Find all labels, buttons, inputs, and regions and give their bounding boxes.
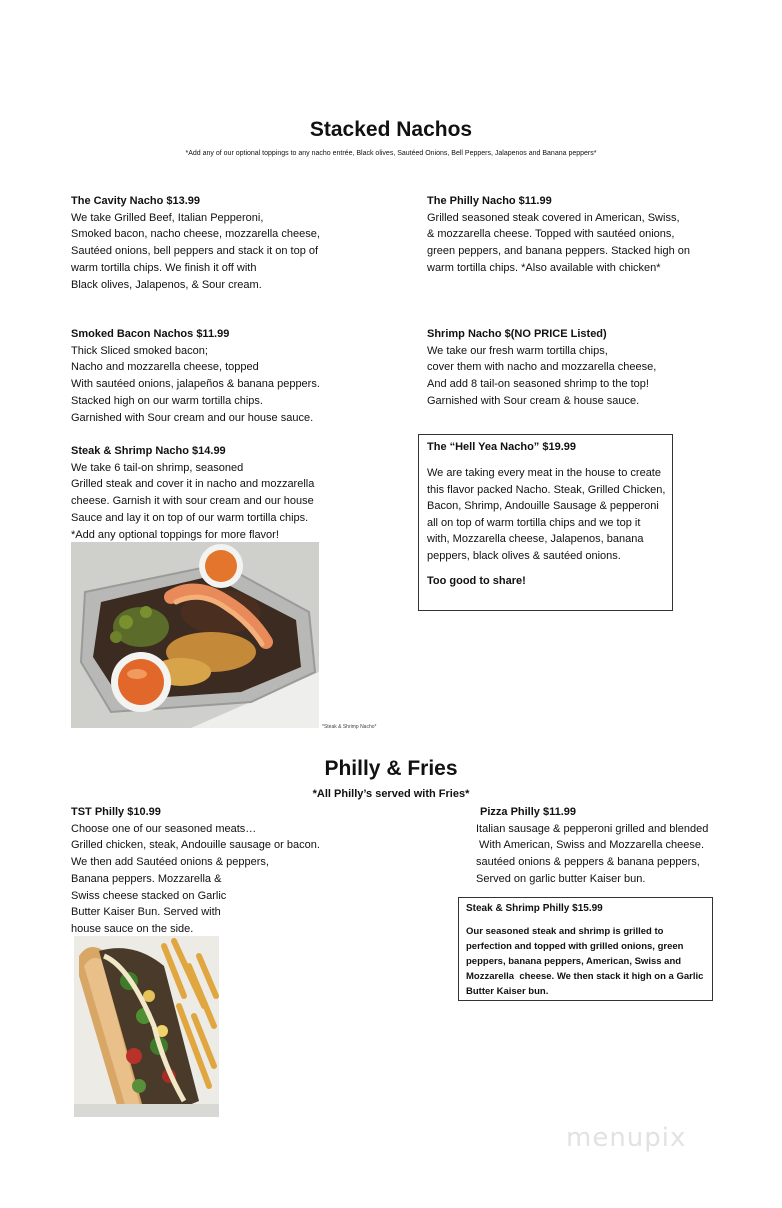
- item-desc-line: And add 8 tail-on seasoned shrimp to the top!: [427, 378, 649, 391]
- item-desc-line: Thick Sliced smoked bacon;: [71, 344, 208, 357]
- item-desc-line: Nacho and mozzarella cheese, topped: [71, 361, 259, 374]
- item-title: Steak & Shrimp Nacho $14.99: [71, 445, 226, 457]
- item-tagline: Too good to share!: [427, 574, 526, 587]
- item-desc-line: Black olives, Jalapenos, & Sour cream.: [71, 278, 262, 291]
- item-desc-line: Choose one of our seasoned meats…: [71, 822, 257, 835]
- item-desc-line: peppers, banana peppers, American, Swiss and: [466, 956, 682, 967]
- item-desc-line: We take 6 tail-on shrimp, seasoned: [71, 461, 244, 474]
- item-desc-line: We are taking every meat in the house to create: [427, 467, 661, 479]
- menu-item-cavity-nacho: [71, 193, 320, 293]
- menu-item-steak-shrimp-nacho: [71, 443, 314, 543]
- philly-fries-note: *All Philly’s served with Fries*: [312, 788, 470, 800]
- item-desc-line: Sauce and lay it on top of our warm tortilla chips.: [71, 511, 309, 524]
- item-desc-line: Butter Kaiser Bun. Served with: [71, 906, 221, 919]
- item-desc-line: & mozzarella cheese. Topped with sautéed onions,: [427, 228, 675, 241]
- item-desc-line: Mozzarella cheese. We then stack it high on a Garlic: [466, 971, 704, 982]
- section-title-nachos: Stacked Nachos: [309, 118, 473, 141]
- item-desc-line: perfection and topped with grilled onions, green: [466, 941, 684, 952]
- item-desc-line: warm tortilla chips. We finish it off with: [71, 261, 257, 274]
- item-title: Pizza Philly $11.99: [480, 806, 577, 818]
- item-desc-line: Garnished with Sour cream and our house sauce.: [71, 411, 314, 424]
- menu-item-smoked-bacon-nachos: [71, 326, 320, 426]
- item-desc-line: this flavor packed Nacho. Steak, Grilled Chicken,: [427, 483, 666, 496]
- item-title: Steak & Shrimp Philly $15.99: [466, 903, 603, 914]
- item-desc-line: house sauce on the side.: [71, 922, 194, 935]
- item-desc-line: We then add Sautéed onions & peppers,: [71, 856, 269, 869]
- item-title: Smoked Bacon Nachos $11.99: [71, 328, 230, 340]
- item-desc-line: Grilled chicken, steak, Andouille sausage or bacon.: [71, 839, 320, 852]
- item-desc-line: Garnished with Sour cream & house sauce.: [427, 394, 640, 407]
- menu-item-philly-nacho: [427, 193, 690, 277]
- item-desc-line: Butter Kaiser bun.: [466, 986, 549, 997]
- item-desc-line: Bacon, Shrimp, Andouille Sausage & pepperoni: [427, 500, 659, 513]
- menu-item-hell-yea-nacho: [418, 434, 673, 611]
- item-desc-line: Smoked bacon, nacho cheese, mozzarella cheese,: [71, 228, 320, 241]
- section-title-philly: Philly & Fries: [324, 757, 458, 780]
- item-desc-line: warm tortilla chips. *Also available with chicken*: [427, 261, 661, 274]
- item-desc-line: We take Grilled Beef, Italian Pepperoni,: [71, 211, 264, 224]
- steak-shrimp-nacho-photo: [71, 542, 319, 728]
- menu-item-shrimp-nacho: [427, 326, 656, 410]
- item-desc-line: We take our fresh warm tortilla chips,: [427, 344, 608, 357]
- item-title: Shrimp Nacho $(NO PRICE Listed): [427, 328, 607, 340]
- item-title: The Philly Nacho $11.99: [427, 195, 552, 207]
- nachos-toppings-note: *Add any of our optional toppings to any nacho entrée, Black olives, Sautéed Onions, Bell Peppers, Jalapenos and Banana peppers*: [185, 150, 597, 157]
- item-desc-line: Our seasoned steak and shrimp is grilled to: [466, 926, 664, 937]
- item-desc-line: sautéed onions & peppers & banana peppers,: [476, 856, 700, 869]
- item-desc-line: Grilled seasoned steak covered in American, Swiss,: [427, 211, 680, 224]
- menu-item-steak-shrimp-philly: [458, 897, 713, 1001]
- item-desc-line: Stacked high on our warm tortilla chips.: [71, 394, 263, 407]
- item-desc-line: cover them with nacho and mozzarella cheese,: [427, 361, 657, 374]
- item-desc-line: all on top of warm tortilla chips and we top it: [427, 516, 641, 529]
- menu-item-tst-philly: [71, 804, 320, 938]
- item-desc-line: Grilled steak and cover it in nacho and mozzarella: [71, 478, 315, 491]
- item-title: TST Philly $10.99: [71, 806, 161, 818]
- item-desc-line: cheese. Garnish it with sour cream and our house: [71, 495, 314, 508]
- item-desc-line: Served on garlic butter Kaiser bun.: [476, 872, 646, 885]
- item-desc-line: Banana peppers. Mozzarella &: [71, 872, 222, 885]
- item-desc-line: with, Mozzarella cheese, Jalapenos, banana: [427, 533, 644, 546]
- item-desc-line: With sautéed onions, jalapeños & banana peppers.: [71, 378, 320, 391]
- item-title: The Cavity Nacho $13.99: [71, 195, 201, 207]
- menupix-watermark: menupix: [566, 1123, 687, 1153]
- item-desc-line: With American, Swiss and Mozzarella cheese.: [476, 839, 705, 852]
- menu-item-pizza-philly: [476, 804, 708, 888]
- item-desc-line: Swiss cheese stacked on Garlic: [71, 889, 227, 902]
- item-desc-line: green peppers, and banana peppers. Stacked high on: [427, 245, 690, 258]
- tst-philly-photo: [74, 936, 219, 1117]
- item-title: The “Hell Yea Nacho” $19.99: [427, 441, 576, 453]
- item-desc-line: Italian sausage & pepperoni grilled and blended: [476, 822, 709, 835]
- item-desc-line: *Add any optional toppings for more flavor!: [71, 528, 279, 541]
- item-desc-line: peppers, black olives & sautéed onions.: [427, 549, 621, 562]
- item-desc-line: Sautéed onions, bell peppers and stack it on top of: [71, 245, 319, 258]
- photo-caption: *Steak & Shrimp Nacho*: [322, 724, 377, 730]
